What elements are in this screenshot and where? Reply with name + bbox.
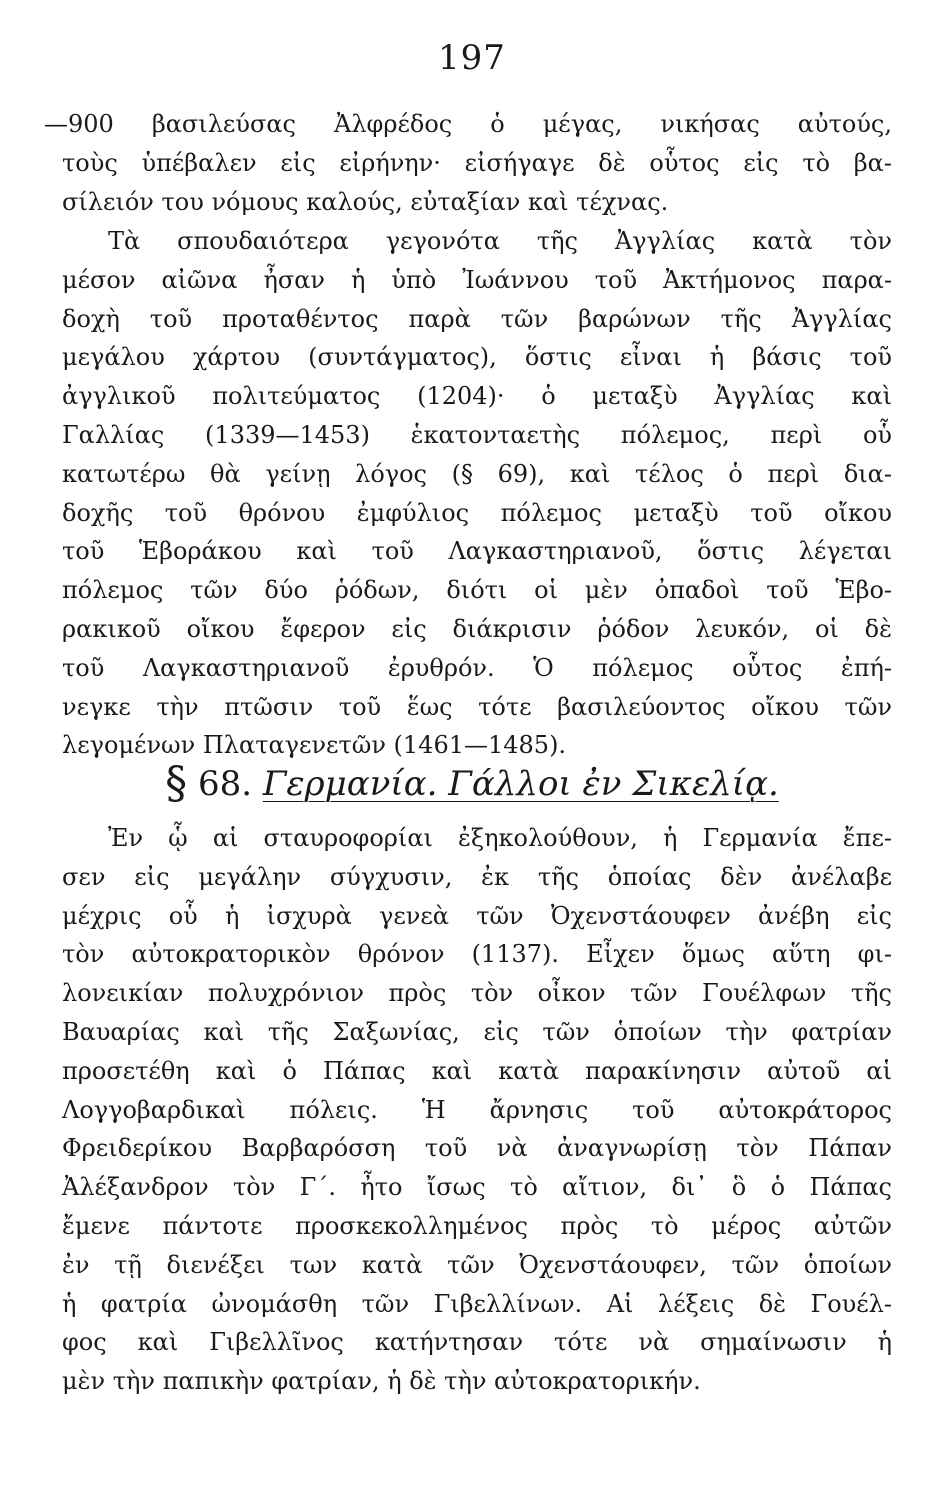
text-line: Ἐν ᾧ αἱ σταυροφορίαι ἐξηκολούθουν, ἡ Γερμανία ἔπε- <box>108 824 892 852</box>
text-line: Ἀλέξανδρον τὸν Γ΄. ἦτο ἴσως τὸ αἴτιον, δι᾽ ὃ ὁ Πάπας <box>62 1173 892 1202</box>
text-line: κατωτέρω θὰ γείνῃ λόγος (§ 69), καὶ τέλος ὁ περὶ δια- <box>62 459 892 488</box>
text-line: Φρειδερίκου Βαρβαρόσση τοῦ νὰ ἀναγνωρίσῃ τὸν Πάπαν <box>62 1134 892 1163</box>
text-line: ἐν τῇ διενέξει των κατὰ τῶν Ὀχενστάουφεν, τῶν ὁποίων <box>62 1250 892 1279</box>
paragraph-2 <box>62 222 892 765</box>
page-number: 197 <box>438 38 506 78</box>
text-line: Τὰ σπουδαιότερα γεγονότα τῆς Ἀγγλίας κατὰ τὸν <box>108 227 892 255</box>
text-line: —900 βασιλεύσας Ἀλφρέδος ὁ μέγας, νικήσας αὐτούς, <box>44 110 892 138</box>
text-line: δοχῆς τοῦ θρόνου ἐμφύλιος πόλεμος μεταξὺ τοῦ οἴκου <box>62 498 892 527</box>
text-line: νεγκε τὴν πτῶσιν τοῦ ἕως τότε βασιλεύοντος οἴκου τῶν <box>62 692 892 721</box>
text-line: ρακικοῦ οἴκου ἔφερον εἰς διάκρισιν ῥόδον λευκόν, οἱ δὲ <box>62 614 892 643</box>
paragraph-3 <box>62 819 892 1401</box>
text-line: σίλειόν του νόμους καλούς, εὐταξίαν καὶ τέχνας. <box>62 187 669 216</box>
text-line: τὸν αὐτοκρατορικὸν θρόνον (1137). Εἶχεν ὅμως αὕτη φι- <box>62 940 892 969</box>
text-line: λονεικίαν πολυχρόνιον πρὸς τὸν οἶκον τῶν Γουέλφων τῆς <box>62 979 892 1008</box>
section-title: Γερμανία. Γάλλοι ἐν Σικελίᾳ. <box>262 764 779 804</box>
text-line: λεγομένων Πλαταγενετῶν (1461—1485). <box>62 731 567 760</box>
text-line: προσετέθη καὶ ὁ Πάπας καὶ κατὰ παρακίνησιν αὐτοῦ αἱ <box>62 1056 892 1085</box>
text-line: ἀγγλικοῦ πολιτεύματος (1204)· ὁ μεταξὺ Ἀγγλίας καὶ <box>62 382 892 411</box>
text-line: μέχρις οὗ ἡ ἰσχυρὰ γενεὰ τῶν Ὀχενστάουφεν ἀνέβη εἰς <box>62 901 892 930</box>
section-symbol: § <box>165 758 188 809</box>
text-line: ἔμενε πάντοτε προσκεκολλημένος πρὸς τὸ μέρος αὐτῶν <box>62 1211 892 1240</box>
text-line: τοὺς ὑπέβαλεν εἰς εἰρήνην· εἰσήγαγε δὲ οὗτος εἰς τὸ βα- <box>62 148 892 177</box>
paragraph-1 <box>44 105 892 221</box>
section-number: 68. <box>197 764 253 804</box>
text-line: ἡ φατρία ὠνομάσθη τῶν Γιβελλίνων. Αἱ λέξεις δὲ Γουέλ- <box>62 1289 892 1318</box>
section-heading <box>0 758 944 809</box>
text-line: μέσον αἰῶνα ἦσαν ἡ ὑπὸ Ἰωάννου τοῦ Ἀκτήμονος παρα- <box>62 265 892 294</box>
text-line: φος καὶ Γιβελλῖνος κατήντησαν τότε νὰ σημαίνωσιν ἡ <box>62 1328 892 1357</box>
text-line: τοῦ Λαγκαστηριανοῦ ἐρυθρόν. Ὁ πόλεμος οὗτος ἐπή- <box>62 653 892 682</box>
text-line: πόλεμος τῶν δύο ῥόδων, διότι οἱ μὲν ὀπαδοὶ τοῦ Ἑβο- <box>62 576 892 605</box>
text-line: σεν εἰς μεγάλην σύγχυσιν, ἐκ τῆς ὁποίας δὲν ἀνέλαβε <box>62 862 892 891</box>
text-line: μεγάλου χάρτου (συντάγματος), ὅστις εἶναι ἡ βάσις τοῦ <box>62 343 892 372</box>
text-line: δοχὴ τοῦ προταθέντος παρὰ τῶν βαρώνων τῆς Ἀγγλίας <box>62 304 892 333</box>
text-line: Γαλλίας (1339—1453) ἑκατονταετὴς πόλεμος, περὶ οὗ <box>62 420 892 449</box>
text-line: Βαυαρίας καὶ τῆς Σαξωνίας, εἰς τῶν ὁποίων τὴν φατρίαν <box>62 1017 892 1046</box>
text-line: τοῦ Ἑβοράκου καὶ τοῦ Λαγκαστηριανοῦ, ὅστις λέγεται <box>62 537 892 566</box>
text-line: Λογγοβαρδικαὶ πόλεις. Ἡ ἄρνησις τοῦ αὐτοκράτορος <box>62 1095 892 1124</box>
text-line: μὲν τὴν παπικὴν φατρίαν, ἡ δὲ τὴν αὐτοκρατορικήν. <box>62 1367 701 1396</box>
